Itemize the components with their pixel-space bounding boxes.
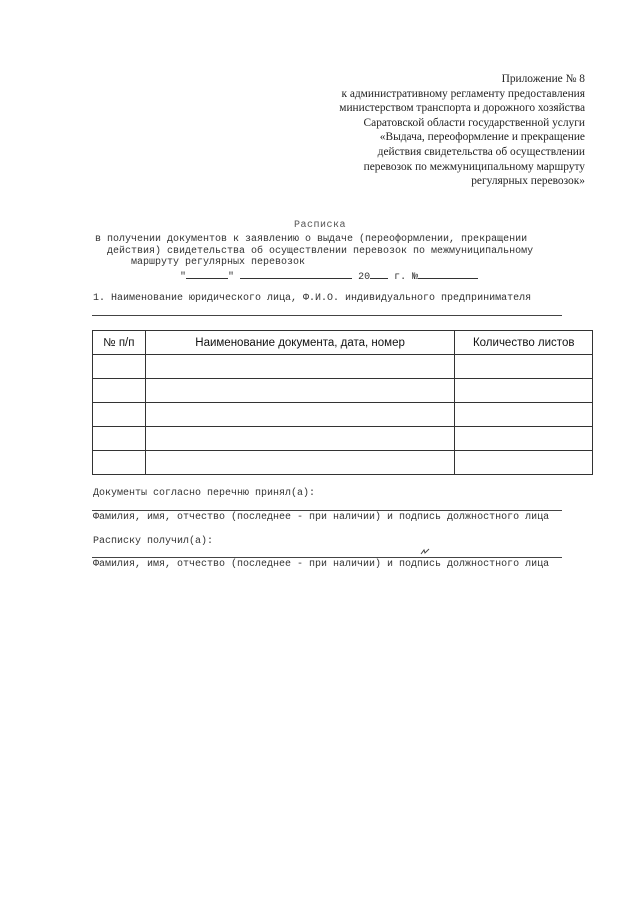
month-blank xyxy=(240,268,352,279)
table-header-row xyxy=(93,331,593,355)
table-cell xyxy=(145,451,455,475)
year-prefix: 20 xyxy=(358,272,371,283)
appendix-line: Саратовской области государственной услуги xyxy=(363,116,585,129)
year-suffix: г. № xyxy=(394,272,419,283)
table-row xyxy=(93,403,593,427)
receipt-date-line xyxy=(180,268,478,283)
table-cell xyxy=(455,451,593,475)
table-cell xyxy=(145,427,455,451)
receipt-subject xyxy=(95,234,533,269)
pen-mark-glyph xyxy=(420,548,430,556)
column-header-number: № п/п xyxy=(93,331,146,355)
day-blank xyxy=(186,268,228,279)
received-label: Расписку получил(а): xyxy=(93,536,214,547)
date-close-quote: " xyxy=(228,272,235,283)
accepted-caption: Фамилия, имя, отчество (последнее - при наличии) и подпись должностного лица xyxy=(93,512,550,523)
table-cell xyxy=(145,379,455,403)
number-blank xyxy=(418,268,478,279)
date-open-quote: " xyxy=(180,272,187,283)
year-blank xyxy=(370,268,388,279)
appendix-header xyxy=(285,72,585,189)
table-cell xyxy=(93,427,146,451)
table-cell xyxy=(93,355,146,379)
table-row xyxy=(93,427,593,451)
column-header-document: Наименование документа, дата, номер xyxy=(145,331,455,355)
section1-blank-line xyxy=(92,315,562,316)
received-signature-line xyxy=(92,557,562,558)
table-cell xyxy=(93,403,146,427)
appendix-line: «Выдача, переоформление и прекращение xyxy=(379,131,585,144)
column-header-sheets: Количество листов xyxy=(455,331,593,355)
table-row xyxy=(93,379,593,403)
table-cell xyxy=(93,451,146,475)
appendix-line: к административному регламенту предоставления xyxy=(341,87,585,100)
table-cell xyxy=(455,403,593,427)
table-cell xyxy=(455,379,593,403)
received-caption: Фамилия, имя, отчество (последнее - при наличии) и подпись должностного лица xyxy=(93,559,550,570)
table-cell xyxy=(93,379,146,403)
accepted-label: Документы согласно перечню принял(а): xyxy=(93,488,316,499)
appendix-line: министерством транспорта и дорожного хозяйства xyxy=(339,102,585,115)
table-cell xyxy=(455,427,593,451)
table-cell xyxy=(455,355,593,379)
appendix-line: действия свидетельства об осуществлении xyxy=(377,145,585,158)
appendix-line: Приложение № 8 xyxy=(501,73,585,85)
section1-label: 1. Наименование юридического лица, Ф.И.О. индивидуального предпринимателя xyxy=(93,293,532,304)
receipt-title: Расписка xyxy=(293,220,346,231)
accepted-signature-line xyxy=(92,510,562,511)
table-cell xyxy=(145,403,455,427)
table-row xyxy=(93,451,593,475)
appendix-line: регулярных перевозок» xyxy=(471,175,585,188)
appendix-line: перевозок по межмуниципальному маршруту xyxy=(363,160,585,173)
table-cell xyxy=(145,355,455,379)
receipt-subject-line: действия) свидетельства об осуществлении перевозок по межмуниципальному xyxy=(95,245,534,257)
table-row xyxy=(93,355,593,379)
receipt-subject-line: маршруту регулярных перевозок xyxy=(95,257,306,268)
documents-table xyxy=(92,330,593,475)
receipt-subject-line: в получении документов к заявлению о выдаче (переоформлении, прекращении xyxy=(95,234,528,245)
